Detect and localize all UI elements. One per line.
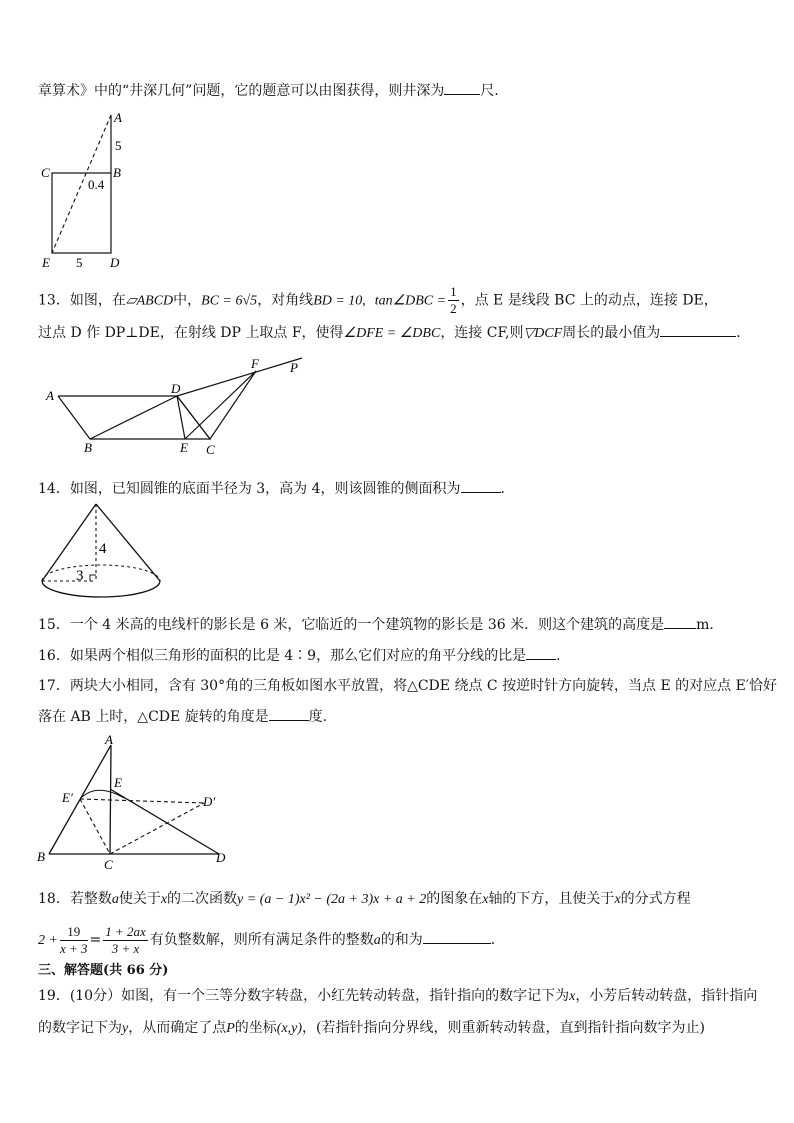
q13-label-A: A: [46, 388, 54, 403]
q12-label-E: E: [42, 255, 50, 270]
q18-line2: 2 + $\frac{19}{x + 3}$ = $\frac{1 + 2ax}{3 + x}$ 有负整数解，则所有满足条件的整数a的和为 .: [38, 923, 496, 956]
q17-label-E-prime: E′: [62, 790, 73, 805]
q14-label-radius: 3: [76, 568, 84, 584]
section-heading: 三、解答题(共 66 分): [38, 963, 169, 978]
q13-parallelogram-figure: [40, 350, 310, 460]
q17-line1: 17．两块大小相同，含有 30°角的三角板如图水平放置，将△CDE 绕点 C 按逆时针方向旋转，当点 E 的对应点 E′恰好: [38, 678, 778, 694]
q19-line1: 19．(10分）如图，有一个三等分数字转盘，小红先转动转盘，指针指向的数字记下为x，小芳后转动转盘，指针指向: [38, 988, 758, 1004]
q17-label-E: E: [114, 775, 122, 790]
q18-answer-blank[interactable]: [423, 929, 491, 944]
q12-label-5-top: 5: [115, 138, 122, 153]
q12-label-C: C: [41, 165, 50, 180]
q13-label-B: B: [84, 440, 92, 455]
q13-label-E: E: [180, 440, 188, 455]
q12-label-5-bottom: 5: [76, 255, 83, 270]
q17-answer-blank[interactable]: [269, 706, 309, 721]
q14-label-height: 4: [99, 541, 107, 557]
q15-line: 15．一个 4 米高的电线杆的影长是 6 米，它临近的一个建筑物的影长是 36 米．则这个建筑的高度是 m．: [38, 614, 723, 635]
q13-label-D: D: [171, 381, 181, 396]
q16-line: 16．如果两个相似三角形的面积的比是 4∶9，那么它们对应的角平分线的比是 .: [38, 645, 561, 666]
q13-line2: 过点 D 作 DP⊥DE，在射线 DP 上取点 F，使得∠DFE = ∠DBC，连接 CF,则▽DCF周长的最小值为 .: [38, 322, 741, 344]
q13-line1: 13．如图，在▱ABCD中，BC = 6√5，对角线BD = 10, tan∠DBC = $\frac{1}{2}$ ，点 E 是线段 BC 上的动点，连接 DE，: [38, 284, 718, 316]
q17-label-C: C: [104, 857, 113, 872]
q12-answer-blank[interactable]: [444, 80, 480, 95]
q12-label-B: B: [113, 165, 121, 180]
q14-cone-figure: [38, 500, 168, 610]
q17-label-D: D: [216, 850, 226, 865]
q13-answer-blank[interactable]: [660, 322, 736, 337]
q12-line: 章算术》中的“井深几何”问题，它的题意可以由图获得，则井深为 尺．: [38, 80, 508, 101]
q14-answer-blank[interactable]: [461, 478, 501, 493]
q15-answer-blank[interactable]: [664, 614, 696, 629]
q16-answer-blank[interactable]: [526, 645, 556, 660]
q17-line2: 落在 AB 上时，△CDE 旋转的角度是 度.: [38, 706, 327, 727]
q17-label-B: B: [37, 849, 45, 864]
q12-well-figure: [38, 110, 128, 270]
q18-fraction-2: $\frac{1 + 2ax}{3 + x}$: [105, 923, 146, 956]
q17-triangles-figure: [36, 732, 236, 872]
q19-line2: 的数字记下为y，从而确定了点P的坐标(x,y)，(若指针指向分界线，则重新转动转盘，直到指针指向数字为止): [38, 1020, 705, 1036]
q12-label-A: A: [114, 110, 122, 125]
q18-fraction-1: $\frac{19}{x + 3}$: [59, 923, 88, 956]
q13-label-F: F: [251, 356, 259, 371]
q17-label-D-prime: D′: [203, 794, 216, 809]
q12-label-D: D: [110, 255, 120, 270]
q13-label-P: P: [290, 360, 298, 375]
q14-line: 14．如图，已知圆锥的底面半径为 3，高为 4，则该圆锥的侧面积为 ．: [38, 478, 515, 499]
q13-tan-fraction: $\frac{1}{2}$: [450, 284, 457, 316]
q18-line1: 18．若整数a使关于x的二次函数y = (a − 1)x² − (2a + 3)x + a + 2的图象在x轴的下方，且使关于x的分式方程: [38, 891, 691, 907]
q13-label-C: C: [206, 442, 215, 457]
q12-label-0-4: 0.4: [88, 177, 105, 192]
q17-label-A: A: [105, 732, 113, 747]
